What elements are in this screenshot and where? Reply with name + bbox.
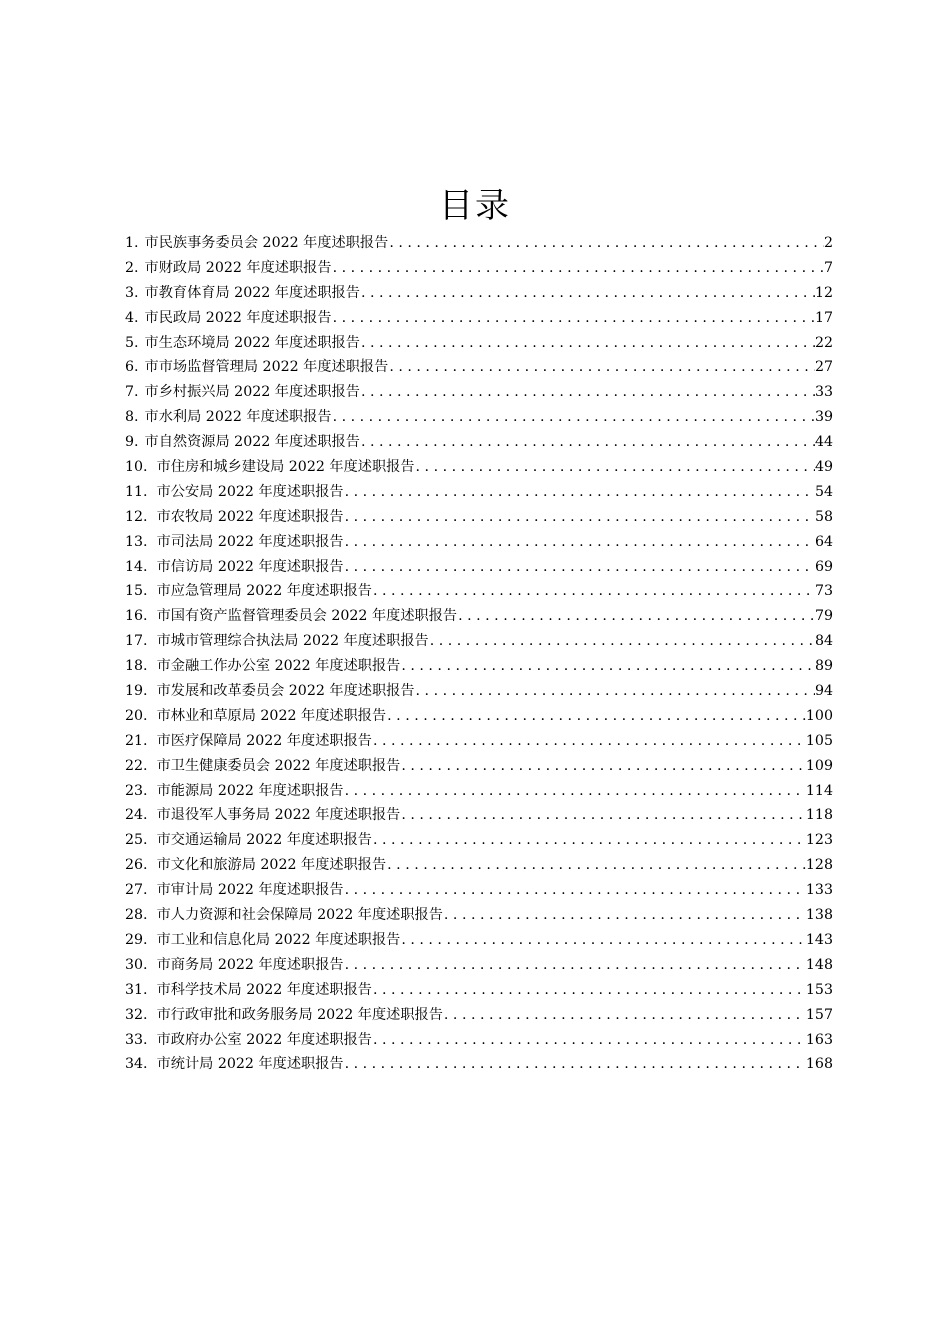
toc-entry-number: 1. (125, 235, 139, 251)
toc-entry[interactable] (125, 480, 833, 505)
toc-entry-number: 13. (125, 533, 148, 550)
toc-entry-title: 市乡村振兴局 2022 年度述职报告 (144, 384, 360, 401)
toc-entry-page: 118 (805, 807, 833, 824)
toc-entry-number: 26. (125, 857, 148, 874)
toc-dot-leader (344, 1052, 806, 1077)
toc-entry-page: 123 (805, 832, 833, 849)
toc-entry-title: 市卫生健康委员会 2022 年度述职报告 (156, 757, 401, 774)
toc-dot-leader (400, 803, 806, 828)
toc-entry[interactable] (125, 978, 833, 1003)
toc-entry-page: 94 (814, 683, 833, 700)
toc-dot-leader (372, 729, 806, 754)
toc-entry-page: 39 (814, 409, 833, 426)
toc-entry-number: 12. (125, 508, 148, 525)
toc-entry[interactable] (125, 555, 833, 580)
toc-dot-leader (344, 878, 806, 903)
toc-dot-leader (344, 953, 806, 978)
toc-dot-leader (360, 331, 815, 356)
toc-dot-leader (386, 853, 806, 878)
toc-entry-title: 市住房和城乡建设局 2022 年度述职报告 (156, 459, 415, 476)
toc-entry-page: 168 (805, 1056, 833, 1073)
toc-entry-title: 市金融工作办公室 2022 年度述职报告 (156, 658, 401, 675)
toc-entry[interactable] (125, 903, 833, 928)
toc-entry-title: 市市场监督管理局 2022 年度述职报告 (144, 359, 389, 376)
toc-dot-leader (332, 405, 815, 430)
toc-entry-page: 54 (814, 483, 833, 500)
toc-dot-leader (344, 779, 806, 804)
toc-entry-page: 100 (805, 707, 833, 724)
toc-entry-number: 17. (125, 633, 148, 650)
toc-entry-page: 27 (814, 359, 833, 376)
toc-entry[interactable] (125, 1003, 833, 1028)
toc-entry-number: 18. (125, 658, 148, 675)
toc-entry-page: 49 (814, 459, 833, 476)
toc-entry-title: 市审计局 2022 年度述职报告 (156, 882, 344, 899)
toc-entry-number: 8. (125, 409, 139, 426)
toc-entry[interactable] (125, 853, 833, 878)
toc-entry-number: 11. (125, 483, 148, 500)
toc-dot-leader (360, 281, 815, 306)
toc-entry-page: 7 (823, 259, 833, 276)
toc-entry[interactable] (125, 679, 833, 704)
toc-dot-leader (344, 505, 815, 530)
toc-entry-title: 市交通运输局 2022 年度述职报告 (156, 832, 372, 849)
toc-entry-number: 24. (125, 807, 148, 824)
toc-entry-title: 市商务局 2022 年度述职报告 (156, 956, 344, 973)
toc-entry[interactable] (125, 505, 833, 530)
toc-entry-title: 市民政局 2022 年度述职报告 (144, 309, 332, 326)
toc-dot-leader (457, 604, 815, 629)
toc-entry-number: 22. (125, 757, 148, 774)
toc-entry-number: 28. (125, 907, 148, 924)
toc-entry-page: 58 (814, 508, 833, 525)
toc-entry[interactable] (125, 530, 833, 555)
toc-entry-page: 163 (805, 1031, 833, 1048)
toc-dot-leader (415, 455, 815, 480)
toc-dot-leader (360, 380, 815, 405)
toc-entry-title: 市国有资产监督管理委员会 2022 年度述职报告 (156, 608, 458, 625)
toc-entry[interactable] (125, 306, 833, 331)
toc-entry[interactable] (125, 355, 833, 380)
toc-entry-page: 79 (814, 608, 833, 625)
toc-dot-leader (344, 555, 815, 580)
toc-entry-number: 14. (125, 558, 148, 575)
toc-dot-leader (429, 629, 815, 654)
toc-entry-number: 7. (125, 384, 139, 401)
toc-entry-title: 市能源局 2022 年度述职报告 (156, 782, 344, 799)
toc-entry-title: 市应急管理局 2022 年度述职报告 (156, 583, 372, 600)
toc-dot-leader (372, 579, 815, 604)
toc-entry-page: 64 (814, 533, 833, 550)
toc-entry-number: 20. (125, 707, 148, 724)
toc-entry-number: 10. (125, 459, 148, 476)
toc-entry[interactable] (125, 455, 833, 480)
toc-dot-leader (386, 704, 806, 729)
toc-dot-leader (415, 679, 815, 704)
toc-entry-number: 4. (125, 309, 139, 326)
toc-entry-page: 84 (814, 633, 833, 650)
toc-entry-title: 市发展和改革委员会 2022 年度述职报告 (156, 683, 415, 700)
toc-entry-title: 市政府办公室 2022 年度述职报告 (156, 1031, 372, 1048)
toc-entry[interactable] (125, 380, 833, 405)
toc-entry-title: 市公安局 2022 年度述职报告 (156, 483, 344, 500)
toc-entry-number: 27. (125, 882, 148, 899)
toc-entry-title: 市财政局 2022 年度述职报告 (144, 259, 332, 276)
toc-entry-title: 市科学技术局 2022 年度述职报告 (156, 981, 372, 998)
toc-entry-title: 市医疗保障局 2022 年度述职报告 (156, 732, 372, 749)
toc-entry-page: 2 (823, 235, 833, 251)
toc-dot-leader (332, 306, 815, 331)
toc-entry-page: 33 (814, 384, 833, 401)
toc-entry[interactable] (125, 754, 833, 779)
toc-entry[interactable] (125, 231, 833, 256)
toc-dot-leader (388, 231, 824, 256)
toc-entry[interactable] (125, 803, 833, 828)
toc-entry-number: 30. (125, 956, 148, 973)
toc-entry-number: 21. (125, 732, 148, 749)
toc-entry-page: 44 (814, 434, 833, 451)
toc-dot-leader (360, 430, 815, 455)
toc-entry-title: 市人力资源和社会保障局 2022 年度述职报告 (156, 907, 443, 924)
toc-entry-number: 33. (125, 1031, 148, 1048)
toc-entry-title: 市民族事务委员会 2022 年度述职报告 (144, 235, 389, 251)
table-of-contents (125, 231, 833, 1077)
toc-entry-page: 143 (805, 931, 833, 948)
toc-entry[interactable] (125, 256, 833, 281)
toc-entry-title: 市司法局 2022 年度述职报告 (156, 533, 344, 550)
toc-entry[interactable] (125, 779, 833, 804)
toc-entry-number: 29. (125, 931, 148, 948)
toc-entry[interactable] (125, 430, 833, 455)
toc-entry-title: 市教育体育局 2022 年度述职报告 (144, 284, 360, 301)
toc-entry-title: 市水利局 2022 年度述职报告 (144, 409, 332, 426)
toc-entry-number: 16. (125, 608, 148, 625)
toc-entry-page: 109 (805, 757, 833, 774)
toc-entry-page: 17 (814, 309, 833, 326)
toc-entry-number: 3. (125, 284, 139, 301)
toc-entry-title: 市退役军人事务局 2022 年度述职报告 (156, 807, 401, 824)
toc-entry-title: 市行政审批和政务服务局 2022 年度述职报告 (156, 1006, 443, 1023)
toc-entry-page: 89 (814, 658, 833, 675)
toc-entry-title: 市生态环境局 2022 年度述职报告 (144, 334, 360, 351)
toc-entry[interactable] (125, 405, 833, 430)
toc-entry-number: 25. (125, 832, 148, 849)
toc-title: 目录 (439, 186, 511, 226)
toc-dot-leader (344, 480, 815, 505)
toc-entry-page: 148 (805, 956, 833, 973)
toc-entry-title: 市城市管理综合执法局 2022 年度述职报告 (156, 633, 429, 650)
toc-entry-number: 9. (125, 434, 139, 451)
toc-entry-page: 133 (805, 882, 833, 899)
toc-entry[interactable] (125, 928, 833, 953)
toc-entry[interactable] (125, 629, 833, 654)
toc-dot-leader (372, 1028, 806, 1053)
toc-dot-leader (400, 928, 806, 953)
toc-entry[interactable] (125, 1052, 833, 1077)
toc-entry-title: 市统计局 2022 年度述职报告 (156, 1056, 344, 1073)
toc-entry-title: 市林业和草原局 2022 年度述职报告 (156, 707, 387, 724)
toc-entry-number: 23. (125, 782, 148, 799)
toc-entry-number: 34. (125, 1056, 148, 1073)
toc-dot-leader (400, 754, 806, 779)
toc-entry-title: 市农牧局 2022 年度述职报告 (156, 508, 344, 525)
toc-entry-page: 138 (805, 907, 833, 924)
toc-entry-page: 12 (814, 284, 833, 301)
toc-dot-leader (388, 355, 815, 380)
toc-entry[interactable] (125, 878, 833, 903)
toc-entry-page: 73 (814, 583, 833, 600)
toc-entry[interactable] (125, 281, 833, 306)
toc-entry-number: 5. (125, 334, 139, 351)
toc-entry-number: 15. (125, 583, 148, 600)
toc-entry-title: 市自然资源局 2022 年度述职报告 (144, 434, 360, 451)
toc-dot-leader (372, 978, 806, 1003)
toc-entry-page: 153 (805, 981, 833, 998)
toc-dot-leader (400, 654, 815, 679)
toc-entry-page: 22 (814, 334, 833, 351)
toc-entry[interactable] (125, 729, 833, 754)
toc-entry-page: 128 (805, 857, 833, 874)
toc-entry-number: 32. (125, 1006, 148, 1023)
toc-entry[interactable] (125, 1028, 833, 1053)
toc-entry[interactable] (125, 654, 833, 679)
toc-entry-number: 31. (125, 981, 148, 998)
toc-entry-number: 2. (125, 259, 139, 276)
toc-dot-leader (443, 903, 806, 928)
toc-entry[interactable] (125, 828, 833, 853)
toc-entry-page: 69 (814, 558, 833, 575)
toc-entry[interactable] (125, 953, 833, 978)
toc-dot-leader (372, 828, 806, 853)
toc-entry-title: 市工业和信息化局 2022 年度述职报告 (156, 931, 401, 948)
toc-entry[interactable] (125, 704, 833, 729)
toc-entry-number: 19. (125, 683, 148, 700)
toc-dot-leader (344, 530, 815, 555)
toc-entry-title: 市文化和旅游局 2022 年度述职报告 (156, 857, 387, 874)
toc-entry[interactable] (125, 331, 833, 356)
toc-entry-number: 6. (125, 359, 139, 376)
toc-dot-leader (332, 256, 824, 281)
toc-entry[interactable] (125, 579, 833, 604)
toc-entry-page: 114 (805, 782, 833, 799)
toc-entry[interactable] (125, 604, 833, 629)
toc-entry-title: 市信访局 2022 年度述职报告 (156, 558, 344, 575)
toc-entry-page: 105 (805, 732, 833, 749)
toc-entry-page: 157 (805, 1006, 833, 1023)
toc-dot-leader (443, 1003, 806, 1028)
